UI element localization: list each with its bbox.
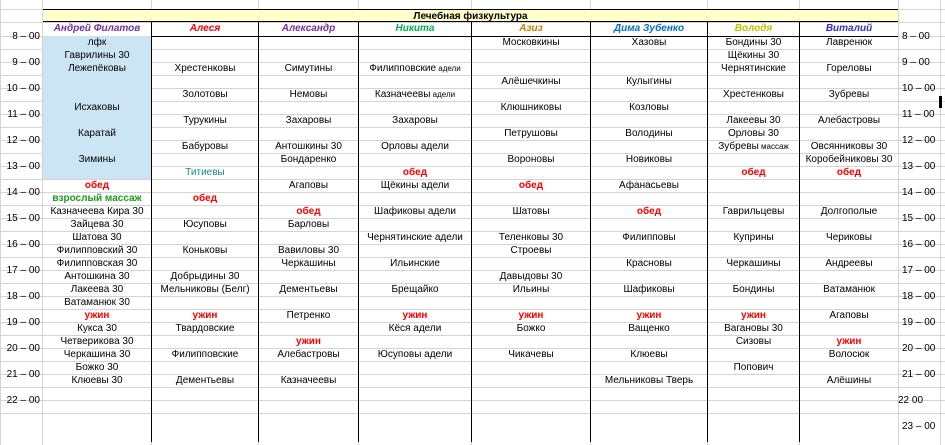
schedule-cell[interactable] xyxy=(472,101,590,114)
schedule-cell[interactable] xyxy=(472,348,590,361)
schedule-cell[interactable] xyxy=(591,127,707,140)
schedule-cell[interactable] xyxy=(43,218,151,231)
schedule-cell[interactable] xyxy=(800,335,898,348)
time-label-left: 16 – 00 xyxy=(6,239,40,250)
schedule-cell[interactable] xyxy=(152,218,258,231)
cell-text: Чериковы xyxy=(826,232,872,243)
cell-text: Орловы 30 xyxy=(728,128,779,139)
cell-text: Агаповы xyxy=(829,310,869,321)
cell-text: Бондины 30 xyxy=(725,37,782,48)
schedule-cell[interactable] xyxy=(259,153,358,166)
schedule-cell[interactable] xyxy=(472,309,590,322)
cell-text: Петренко xyxy=(286,310,331,321)
cell-text: ужин xyxy=(84,310,110,321)
header-trainer-5[interactable]: Азиз xyxy=(519,23,543,34)
cell-text: Зубревы xyxy=(718,141,759,152)
cell-text: Гаврилины 30 xyxy=(64,50,130,61)
schedule-cell[interactable] xyxy=(800,36,898,49)
cell-text: Бабуровы xyxy=(181,141,229,152)
schedule-cell[interactable] xyxy=(259,114,358,127)
sheet-title-text: Лечебная физкультура xyxy=(413,11,528,22)
row-gridline xyxy=(0,413,945,414)
cell-text: Захаровы xyxy=(392,115,438,126)
time-label-left: 20 – 00 xyxy=(6,343,40,354)
schedule-cell[interactable] xyxy=(591,75,707,88)
time-label-left: 11 – 00 xyxy=(7,109,40,120)
schedule-cell[interactable] xyxy=(800,231,898,244)
cell-text: Ватаманюк xyxy=(823,284,875,295)
cell-text: Божко xyxy=(516,323,546,334)
cell-text: Антошкина 30 xyxy=(64,271,130,282)
time-label-left: 21 – 00 xyxy=(6,369,40,380)
schedule-cell[interactable] xyxy=(708,49,799,62)
cell-text: Бондаренко xyxy=(280,154,337,165)
schedule-cell[interactable] xyxy=(152,283,258,296)
cell-note: массаж xyxy=(758,142,789,151)
time-label-left: 10 – 00 xyxy=(6,83,40,94)
cell-text: ужин xyxy=(836,336,862,347)
schedule-cell[interactable] xyxy=(472,127,590,140)
cell-text: Московкины xyxy=(502,37,560,48)
schedule-cell[interactable] xyxy=(708,322,799,335)
schedule-cell[interactable] xyxy=(708,231,799,244)
time-label-right: 23 – 00 xyxy=(902,421,936,432)
cell-text: Хазовы xyxy=(631,37,667,48)
time-label-left: 13 – 00 xyxy=(6,161,40,172)
cell-text: Вороновы xyxy=(507,154,555,165)
cell-text: Кулыгины xyxy=(626,76,672,87)
cell-text: обед xyxy=(84,180,110,191)
cell-text: Хрестенковы xyxy=(723,89,784,100)
schedule-cell[interactable] xyxy=(43,62,151,75)
cell-text: ужин xyxy=(636,310,662,321)
time-label-left: 17 – 00 xyxy=(6,265,40,276)
cell-text: Шатовы xyxy=(512,206,550,217)
cell-text: обед xyxy=(402,167,428,178)
cell-text: Алебастровы xyxy=(817,115,881,126)
schedule-cell[interactable] xyxy=(259,140,358,153)
schedule-cell[interactable] xyxy=(472,153,590,166)
cell-text: Захаровы xyxy=(285,115,332,126)
schedule-cell[interactable] xyxy=(472,283,590,296)
schedule-cell[interactable] xyxy=(43,205,151,218)
cell-text: Дементьевы xyxy=(175,375,235,386)
time-label-right: 8 – 00 xyxy=(902,31,930,42)
schedule-cell[interactable] xyxy=(359,309,471,322)
schedule-cell[interactable] xyxy=(472,231,590,244)
cell-text: Шатова 30 xyxy=(72,232,122,243)
cell-text: Бондины xyxy=(732,284,775,295)
schedule-cell[interactable] xyxy=(800,205,898,218)
schedule-cell[interactable] xyxy=(152,374,258,387)
schedule-cell[interactable] xyxy=(800,374,898,387)
time-label-right: 17 – 00 xyxy=(902,265,936,276)
header-trainer-3[interactable]: Александр xyxy=(281,23,336,34)
cell-text: Ильины xyxy=(512,284,550,295)
cell-text: Ващенко xyxy=(628,323,670,334)
cell-text: Немовы xyxy=(289,89,328,100)
schedule-cell[interactable] xyxy=(708,140,799,153)
cell-text: Лавренюк xyxy=(826,37,872,48)
time-label-left: 15 – 00 xyxy=(6,213,40,224)
cell-text: Куприны xyxy=(733,232,774,243)
schedule-cell[interactable] xyxy=(708,127,799,140)
cell-text: Филипповский 30 xyxy=(56,245,138,256)
schedule-cell[interactable] xyxy=(800,166,898,179)
cell-text: обед xyxy=(296,206,321,217)
schedule-cell[interactable] xyxy=(800,153,898,166)
cell-text: Твардовские xyxy=(175,323,235,334)
cell-text: обед xyxy=(518,180,544,191)
cell-text: Коробейниковы 30 xyxy=(805,154,893,165)
cell-text: Вавиловы 30 xyxy=(277,245,340,256)
cell-text: Каратай xyxy=(78,128,116,139)
schedule-cell[interactable] xyxy=(591,374,707,387)
schedule-cell[interactable] xyxy=(800,140,898,153)
schedule-cell[interactable] xyxy=(259,179,358,192)
schedule-cell[interactable] xyxy=(43,335,151,348)
schedule-cell[interactable] xyxy=(472,244,590,257)
cell-text: Андреевы xyxy=(825,258,873,269)
cell-text: Овсянниковы 30 xyxy=(810,141,888,152)
schedule-cell[interactable] xyxy=(708,166,799,179)
time-label-right: 16 – 00 xyxy=(902,239,936,250)
schedule-cell[interactable] xyxy=(259,244,358,257)
cell-text: Шафиковы адели xyxy=(374,206,456,217)
cell-text: Алёшины xyxy=(826,375,872,386)
time-label-right: 13 – 00 xyxy=(902,161,936,172)
schedule-cell[interactable] xyxy=(359,114,471,127)
schedule-cell[interactable] xyxy=(591,205,707,218)
cell-text: Теленковы 30 xyxy=(498,232,564,243)
cell-text: обед xyxy=(836,167,862,178)
schedule-cell[interactable] xyxy=(359,322,471,335)
header-trainer-7[interactable]: Володя xyxy=(734,23,773,34)
cell-note: адели xyxy=(436,64,461,73)
cell-text: Филипповы xyxy=(622,232,676,243)
schedule-cell[interactable] xyxy=(43,231,151,244)
cell-text: Володины xyxy=(625,128,673,139)
schedule-cell[interactable] xyxy=(259,62,358,75)
cell-text: Дементьевы xyxy=(279,284,338,295)
schedule-cell[interactable] xyxy=(591,283,707,296)
schedule-cell[interactable] xyxy=(259,309,358,322)
cell-text: Вагановы 30 xyxy=(724,323,783,334)
time-label-right: 9 – 00 xyxy=(902,57,930,68)
schedule-cell[interactable] xyxy=(359,88,471,101)
cell-text: Кукса 30 xyxy=(77,323,117,334)
schedule-cell[interactable] xyxy=(152,244,258,257)
schedule-cell[interactable] xyxy=(152,322,258,335)
cell-text: Мельниковы Тверь xyxy=(604,375,694,386)
schedule-cell[interactable] xyxy=(259,205,358,218)
schedule-cell[interactable] xyxy=(472,75,590,88)
schedule-cell[interactable] xyxy=(708,361,799,374)
schedule-cell[interactable] xyxy=(152,140,258,153)
row-gridline xyxy=(0,387,945,388)
schedule-cell[interactable] xyxy=(152,270,258,283)
schedule-cell[interactable] xyxy=(591,36,707,49)
schedule-cell[interactable] xyxy=(359,62,471,75)
cell-text: Казначеевы xyxy=(280,375,337,386)
schedule-cell[interactable] xyxy=(152,114,258,127)
cell-text: Ватаманюк 30 xyxy=(64,297,130,308)
cell-text: Турукины xyxy=(183,115,227,126)
cell-text: Алебастровы xyxy=(277,349,340,360)
schedule-cell[interactable] xyxy=(800,62,898,75)
cell-text: Козловы xyxy=(629,102,669,113)
time-label-right: 12 – 00 xyxy=(902,135,936,146)
cell-text: Четверикова 30 xyxy=(60,336,134,347)
column-gridline xyxy=(898,0,899,445)
schedule-cell[interactable] xyxy=(359,205,471,218)
schedule-cell[interactable] xyxy=(43,309,151,322)
schedule-cell[interactable] xyxy=(708,36,799,49)
cell-text: Кёся адели xyxy=(388,323,442,334)
schedule-cell[interactable] xyxy=(259,348,358,361)
schedule-cell[interactable] xyxy=(359,348,471,361)
schedule-cell[interactable] xyxy=(472,36,590,49)
time-label-right: 10 – 00 xyxy=(902,83,936,94)
time-label-right: 22 00 xyxy=(898,395,924,406)
cell-text: Клюевы 30 xyxy=(71,375,123,386)
schedule-cell[interactable] xyxy=(259,88,358,101)
cell-text: Симутины xyxy=(284,63,333,74)
cell-text: Зубревы xyxy=(828,89,870,100)
time-label-left: 14 – 00 xyxy=(6,187,40,198)
time-label-left: 19 – 00 xyxy=(6,317,40,328)
cell-text: Зимины xyxy=(78,154,116,165)
cell-text: Чернятинские xyxy=(721,63,786,74)
schedule-cell[interactable] xyxy=(472,270,590,283)
cell-text: Черкашины xyxy=(281,258,336,269)
schedule-cell[interactable] xyxy=(708,335,799,348)
header-trainer-1[interactable]: Андрей Филатов xyxy=(53,23,141,34)
schedule-cell[interactable] xyxy=(708,257,799,270)
schedule-cell[interactable] xyxy=(708,283,799,296)
cell-text: Долгополые xyxy=(820,206,878,217)
schedule-cell[interactable] xyxy=(152,62,258,75)
cell-note: адели xyxy=(430,90,456,99)
cell-text: Щёкины 30 xyxy=(727,50,780,61)
cell-text: Строевы xyxy=(510,245,552,256)
schedule-cell[interactable] xyxy=(43,283,151,296)
schedule-cell[interactable] xyxy=(43,270,151,283)
cell-text: Барловы xyxy=(287,219,330,230)
cell-text: ужин xyxy=(296,336,321,347)
cell-text: Филипповская 30 xyxy=(56,258,138,269)
cell-text: обед xyxy=(636,206,662,217)
schedule-cell[interactable] xyxy=(591,179,707,192)
schedule-cell[interactable] xyxy=(800,88,898,101)
cell-text: Клюевы xyxy=(630,349,668,360)
column-gridline xyxy=(940,0,941,445)
schedule-cell[interactable] xyxy=(591,153,707,166)
time-label-right: 18 – 00 xyxy=(902,291,936,302)
schedule-cell[interactable] xyxy=(43,244,151,257)
cell-text: Новиковы xyxy=(625,154,673,165)
header-trainer-4[interactable]: Никита xyxy=(395,23,435,34)
cell-text: Филипповские xyxy=(171,349,239,360)
cell-text: Чернятинские адели xyxy=(367,232,463,243)
schedule-cell[interactable] xyxy=(152,309,258,322)
time-label-right: 14 – 00 xyxy=(902,187,936,198)
schedule-cell[interactable] xyxy=(359,179,471,192)
schedule-cell[interactable] xyxy=(43,49,151,62)
cell-text: Черкашина 30 xyxy=(63,349,131,360)
cell-text: Божко 30 xyxy=(75,362,119,373)
schedule-cell[interactable] xyxy=(591,348,707,361)
schedule-cell[interactable] xyxy=(591,322,707,335)
cell-text: Красновы xyxy=(626,258,672,269)
time-label-right: 15 – 00 xyxy=(902,213,936,224)
cell-text: Золотовы xyxy=(182,89,228,100)
schedule-cell[interactable] xyxy=(259,218,358,231)
time-label-left: 12 – 00 xyxy=(6,135,40,146)
cell-text: Лакеева 30 xyxy=(70,284,124,295)
time-label-right: 20 – 00 xyxy=(902,343,936,354)
schedule-cell[interactable] xyxy=(591,101,707,114)
cell-text: Гореловы xyxy=(826,63,872,74)
cell-text: Добрыдины 30 xyxy=(170,271,240,282)
schedule-cell[interactable] xyxy=(43,257,151,270)
cell-text: ужин xyxy=(402,310,428,321)
cell-text: Сизовы xyxy=(735,336,772,347)
sheet-title[interactable] xyxy=(43,9,898,22)
cell-text: Филипповские xyxy=(369,63,437,74)
schedule-cell[interactable] xyxy=(708,205,799,218)
cell-text: взрослый массаж xyxy=(52,193,142,204)
schedule-cell[interactable] xyxy=(43,36,151,49)
schedule-cell[interactable] xyxy=(800,283,898,296)
schedule-cell[interactable] xyxy=(259,335,358,348)
schedule-cell[interactable] xyxy=(152,348,258,361)
schedule-cell[interactable] xyxy=(708,88,799,101)
cell-text: Давыдовы 30 xyxy=(499,271,563,282)
cell-text: Гаврильцевы xyxy=(722,206,785,217)
cell-text: Хрестенковы xyxy=(174,63,236,74)
schedule-cell[interactable] xyxy=(152,192,258,205)
schedule-cell[interactable] xyxy=(708,62,799,75)
cell-text: ужин xyxy=(518,310,544,321)
schedule-cell[interactable] xyxy=(43,361,151,374)
cell-text: обед xyxy=(741,167,766,178)
time-label-right: 19 – 00 xyxy=(902,317,936,328)
schedule-cell[interactable] xyxy=(259,374,358,387)
schedule-cell[interactable] xyxy=(43,322,151,335)
schedule-cell[interactable] xyxy=(359,166,471,179)
schedule-cell[interactable] xyxy=(591,257,707,270)
header-trainer-2[interactable]: Алеся xyxy=(189,23,221,34)
cell-text: Черкашины xyxy=(726,258,781,269)
schedule-cell[interactable] xyxy=(708,114,799,127)
cell-text: лфк xyxy=(87,37,107,48)
schedule-cell[interactable] xyxy=(591,309,707,322)
row-gridline xyxy=(0,400,945,401)
cell-text: Попович xyxy=(733,362,774,373)
cell-text: Мельниковы (Белг) xyxy=(160,284,250,295)
header-trainer-6[interactable]: Дима Зубенко xyxy=(613,23,685,34)
schedule-cell[interactable] xyxy=(43,348,151,361)
cell-text: ужин xyxy=(741,310,766,321)
cell-text: Титиевы xyxy=(185,167,225,178)
schedule-cell[interactable] xyxy=(708,309,799,322)
schedule-cell[interactable] xyxy=(43,101,151,114)
schedule-cell[interactable] xyxy=(359,283,471,296)
schedule-cell[interactable] xyxy=(359,140,471,153)
schedule-cell[interactable] xyxy=(359,231,471,244)
cell-text: ужин xyxy=(192,310,218,321)
cell-text: Афанасьевы xyxy=(619,180,679,191)
schedule-cell[interactable] xyxy=(259,257,358,270)
schedule-cell[interactable] xyxy=(43,192,151,205)
cell-text: Агаповы xyxy=(288,180,329,191)
cell-text: Коньковы xyxy=(182,245,228,256)
schedule-cell[interactable] xyxy=(472,179,590,192)
schedule-cell[interactable] xyxy=(591,231,707,244)
time-label-right: 21 – 00 xyxy=(902,369,936,380)
schedule-cell[interactable] xyxy=(152,166,258,179)
cell-text: Казначеевы xyxy=(374,89,431,100)
schedule-cell[interactable] xyxy=(43,296,151,309)
schedule-cell[interactable] xyxy=(472,322,590,335)
schedule-cell[interactable] xyxy=(43,179,151,192)
cell-text: Брещайко xyxy=(391,284,439,295)
schedule-cell[interactable] xyxy=(359,257,471,270)
cell-text: Антошкины 30 xyxy=(275,141,342,152)
time-label-left: 22 – 00 xyxy=(6,395,40,406)
cell-text: Волосюк xyxy=(828,349,870,360)
schedule-cell[interactable] xyxy=(152,88,258,101)
schedule-cell[interactable] xyxy=(43,153,151,166)
schedule-cell[interactable] xyxy=(259,283,358,296)
schedule-cell[interactable] xyxy=(800,348,898,361)
time-label-right: 11 – 00 xyxy=(902,109,935,120)
cell-text: Юсуповы адели xyxy=(377,349,453,360)
cell-text: Юсуповы xyxy=(183,219,227,230)
schedule-cell[interactable] xyxy=(800,257,898,270)
cell-text: Петрушовы xyxy=(504,128,558,139)
cell-text: обед xyxy=(192,193,218,204)
cell-text: Алёшечкины xyxy=(501,76,561,87)
header-trainer-8[interactable]: Виталий xyxy=(825,23,873,34)
cell-text: Ильинские xyxy=(390,258,440,269)
text-cursor xyxy=(939,96,942,108)
cell-text: Щёкины адели xyxy=(380,180,450,191)
time-label-left: 9 – 00 xyxy=(12,57,40,68)
schedule-cell[interactable] xyxy=(800,114,898,127)
time-label-left: 8 – 00 xyxy=(12,31,40,42)
cell-text: Чикачевы xyxy=(508,349,554,360)
cell-text: Лежепёковы xyxy=(68,63,126,74)
cell-text: Лакеевы 30 xyxy=(726,115,781,126)
cell-text: Шафиковы xyxy=(623,284,675,295)
cell-text: Казначеева Кира 30 xyxy=(50,206,144,217)
cell-text: Зайцева 30 xyxy=(70,219,124,230)
time-label-left: 18 – 00 xyxy=(6,291,40,302)
cell-text: Орловы адели xyxy=(381,141,449,152)
schedule-cell[interactable] xyxy=(800,309,898,322)
schedule-cell[interactable] xyxy=(43,127,151,140)
cell-text: Исхаковы xyxy=(74,102,120,113)
schedule-cell[interactable] xyxy=(43,374,151,387)
cell-text: Клюшниковы xyxy=(500,102,562,113)
schedule-cell[interactable] xyxy=(472,205,590,218)
